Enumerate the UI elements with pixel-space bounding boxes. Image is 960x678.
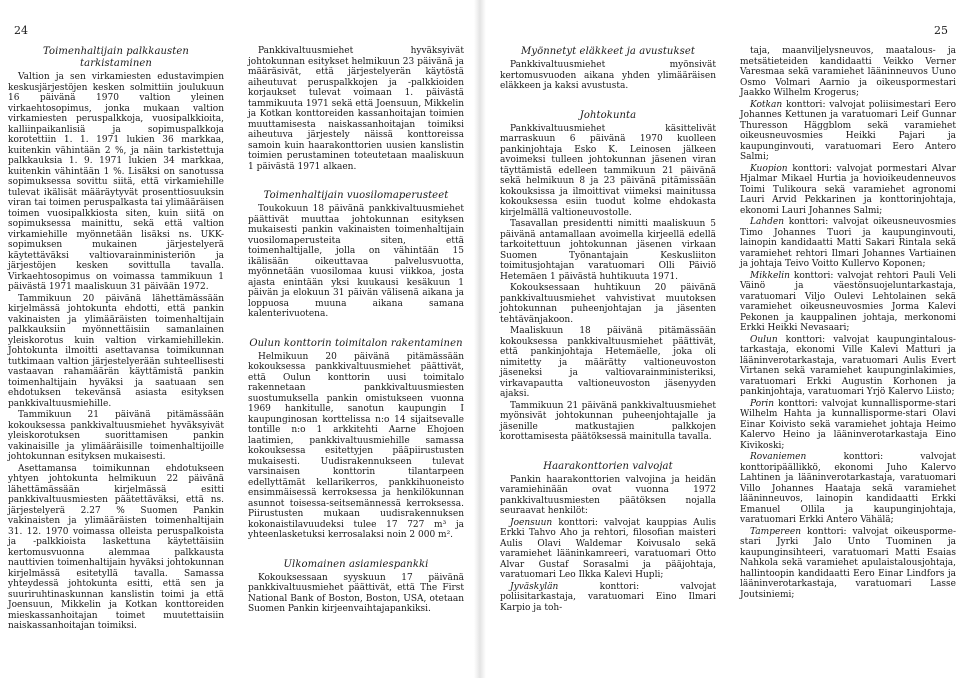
branch-name: Lahden <box>750 217 785 227</box>
body-paragraph <box>740 100 956 163</box>
paragraph-text: konttori: valvojat oikeusporme-stari Jyrki Jalo Unto Tuominen ja kaupunginsihteeri, varatuomari Matti Esaias Nahkola sekä varamiehet apulaistalousjohtaja, hallintoopin kandidaatti Eero Einar Lindfors ja lääninverotarkastaja, varatuomari Lasse Joutsiniemi; <box>740 526 956 600</box>
section-heading: Oulun konttorin toimitalon rakentaminen <box>249 337 463 349</box>
column-2 <box>248 46 464 615</box>
body-paragraph <box>740 452 956 526</box>
body-paragraph: Kokouksessaan huhtikuun 20 päivänä pankkivaltuusmiehet vahvistivat muutoksen johtokunnan puheenjohtajan ja jäsenten tehtävänjakoon. <box>500 283 716 325</box>
paragraph-text: konttori: valvojat kaupungintalous-tarkastaja, ekonomi Ville Kalevi Matturi ja lääninverotarkastaja, varatuomari Aulis Evert Virtanen sekä varamiehet kaupunginlakimies, varatuomari Erkki Augustin Korhonen ja pankinjohtaja, varatuomari Yrjö Kalervo Liisto; <box>740 334 956 397</box>
body-paragraph: Asettamansa toimikunnan ehdotukseen yhtyen johtokunta helmikuun 22 päivänä lähettämässään kirjelmässä esitti pankkivaltuusmiesten päätettäväksi, että ns. järjestelyerä 2.27 % Suomen Pankin vakinaisten ja ylimääräisten toimenhaltijain 31. 12. 1970 voimassa olleista peruspalkoista ja -palkkioista laskettuna käytettäisiin kertomusvuonna alemmaa palkkausta nauttivien toimenhaltijain hyväksi johtokunnan kirjelmässä esitetyllä tavalla. Samassa yhteydessä johtokunta esitti, että sen ja suuriruhtinaskunnan kanslistin toimi ja että Joensuun, Mikkelin ja Kotkan konttoreiden mieskassanhoitajan toimet muutettaisiin naiskassanhoitajan toimiksi. <box>8 463 224 631</box>
body-paragraph: Toukokuun 18 päivänä pankkivaltuusmiehet päättivät muuttaa johtokunnan esityksen mukaisesti pankin vakinaisten toimenhaltijain vuosilomaperusteita siten, että toimenhaltijalle, jolla on vähintään 15 ikälisään oikeuttavaa palvelusvuotta, myönnetään vuosilomaa kuusi viikkoa, josta ajasta enintään yksi kuukausi kesäkuun 1 päivän ja elokuun 31 päivän välisenä aikana ja loppuosa muuna aikana samana kalenterivuotena. <box>248 204 464 319</box>
body-paragraph: Pankkivaltuusmiehet hyväksyivät johtokunnan esitykset helmikuun 23 päivänä ja määräsivät, että järjestelyerän käytöstä aiheutuvat peruspalkkojen ja -palkkioiden korjaukset tulevat voimaan 1. päivästä tammikuuta 1971 sekä että Joensuun, Mikkelin ja Kotkan konttoreiden kassanhoitajan toimien muuttamisesta naiskassanhoitajan toimiksi aiheutuva järjestely näissä konttoreissa samoin kuin haarakonttorien uusien kanslistin toimien perustaminen toteutetaan maaliskuun 1 päivästä 1971 alkaen. <box>248 46 464 172</box>
page-number-right: 25 <box>934 24 948 37</box>
paragraph-text: konttori: valvojat rehtori Pauli Veli Väinö ja väestönsuojeluntarkastaja, varatuomari Viljo Oulevi Lehtolainen sekä varamiehet oikeusneuvosmies Jorma Kalevi Pekonen ja kauppalinen johtaja, merkonomi Erkki Heikki Nevasaari; <box>740 270 956 333</box>
body-paragraph: Pankkivaltuusmiehet myönsivät kertomusvuoden aikana yhden ylimääräisen eläkkeen ja kaksi avustusta. <box>500 60 716 91</box>
body-paragraph <box>500 518 716 581</box>
body-paragraph: Pankkivaltuusmiehet käsittelivät marraskuun 6 päivänä 1970 kuolleen pankinjohtaja Esko K. Leinosen jälkeen avoimeksi tulleen johtokunnan jäsenen viran täyttämistä edelleen tammikuun 21 päivänä sekä helmikuun 8 ja 23 päivänä pitämissään kokouksissa ja ilmoittivat viimeksi mainitussa kokouksessa esiin tuodut kolme ehdokasta kirjelmällä valtioneuvostolle. <box>500 123 716 218</box>
body-paragraph <box>500 582 716 614</box>
body-paragraph <box>740 527 956 601</box>
branch-name: Kotkan <box>750 99 783 110</box>
branch-name: Kuopion <box>750 163 788 174</box>
paragraph-text: konttori: valvojat poliisimestari Eero Johannes Kettunen ja varatuomari Leif Gunnar Thuresson Häggblom sekä varamiehet oikeusneuvosmies Heikki Pajari ja kaupunginvouti, varatuomari Eero Antero Salmi; <box>740 99 956 162</box>
branch-name: Porin <box>750 398 775 409</box>
column-3 <box>500 46 716 613</box>
branch-name: Jyväskylän <box>510 581 559 592</box>
body-paragraph: Helmikuun 20 päivänä pitämässään kokouksessa pankkivaltuusmiehet päättivät, että Oulun konttorin uusi toimitalo rakennetaan pankkivaltuusmiesten suostumuksella pankin omistukseen vuonna 1969 hankitulle, sanotun kaupungin I kaupunginosan korttelissa n:o 14 sijaitsevalle tontille n:o 1 arkkitehti Aarne Ehojoen laatimien, pankkivaltuusmiehille samassa kokouksessa esitettyjen pääpiirustusten mukaisesti. Uudisrakennukseen tulevat varsinaisen konttorin tilantarpeen edellyttämät kellarikerros, pankkihuoneisto ensimmäisessä kerroksessa ja henkilökunnan asunnot toisessa-seitsemännessä kerroksessa. Piirustusten mukaan uudisrakennuksen kokonaistilavuudeksi tulee 17 727 m³ ja yhteenlasketuksi kerrosalaksi noin 2 000 m². <box>248 351 464 540</box>
section-heading: Johtokunta <box>579 109 637 121</box>
body-paragraph: Kokouksessaan syyskuun 17 päivänä pankkivaltuusmiehet päättivät, että The First National Bank of Boston, Boston, USA, otetaan Suomen Pankin kirjeenvaihtajapankiksi. <box>248 572 464 614</box>
body-paragraph: Maaliskuun 18 päivänä pitämässään kokouksessa pankkivaltuusmiehet päättivät, että pankinjohtaja Hetemäelle, joka oli nimitetty ja määrätty valtioneuvoston jäseneksi ja valtiovarainministeriksi, virkavapautta valtioneuvoston jäsenyyden ajaksi. <box>500 326 716 399</box>
body-paragraph: taja, maanviljelysneuvos, maatalous- ja metsätieteiden kandidaatti Veikko Verner Varesmaa sekä varamiehet lääninneuvos Uuno Osmo Volmari Aarnio ja oikeuspormestari Jaakko Wilhelm Krogerus; <box>740 46 956 98</box>
branch-name: Oulun <box>750 334 778 345</box>
paragraph-text: konttori: valvojat pormestari Alvar Hjalmar Mikael Hurtia ja hovioikeudenneuvos Toimi Tulikoura sekä varamiehet agronomi Lauri Arvid Pekkarinen ja konttorinjohtaja, ekonomi Lauri Johannes Salmi; <box>740 163 956 216</box>
column-1 <box>8 46 224 632</box>
body-paragraph: Tammikuun 21 päivänä pitämässään kokouksessa pankkivaltuusmiehet hyväksyivät yleiskorotuksen suorittamisen pankin vakinaisille ja ylimääräisille toimenhaltijoille johtokunnan esityksen mukaisesti. <box>8 410 224 462</box>
branch-name: Rovaniemen <box>750 452 807 462</box>
section-heading: Myönnetyt eläkkeet ja avustukset <box>520 46 695 57</box>
section-heading: Toimenhaltijain vuosilomaperusteet <box>263 190 449 201</box>
paragraph-text: konttori: valvojat kunnallisporme-stari Wilhelm Hahta ja kunnallisporme-stari Olavi Einar Koivisto sekä varamiehet johtaja Heimo Kalervo Heino ja lääninverotarkastaja Eino Kivikoski; <box>740 398 956 451</box>
right-page <box>480 0 960 678</box>
branch-name: Joensuun <box>510 517 553 528</box>
section-heading: Haarakonttorien valvojat <box>543 460 673 472</box>
branch-name: Tampereen <box>750 526 802 537</box>
body-paragraph <box>740 164 956 217</box>
body-paragraph: Tasavallan presidentti nimitti maaliskuun 5 päivänä antamallaan avoimella kirjeellä edellä tarkoitettuun johtokunnan jäsenen virkaan Suomen Työnantajain Keskusliiton toimitusjohtajan varatuomari Olli Päiviö Hetemäen 1 päivästä huhtikuuta 1971. <box>500 219 716 282</box>
body-paragraph: Valtion ja sen virkamiesten edustavimpien keskusjärjestöjen kesken solmittiin joulukuun 16 päivänä 1970 valtion yleinen virkaehtosopimus, jonka mukaan valtion virkamiesten peruspalkkoja, vuosipalkkioita, kalliinpaikanlisiä ja sopimuspalkkoja korotettiin 1. 1. 1971 lukien 36 markkaa, kuitenkin vähintään 2 %, ja näin tarkistettuja palkkauksia 1. 9. 1971 lukien 34 markkaa, kuitenkin vähintään 1 %. Lisäksi on sanotussa sopimuksessa sovittu siitä, että virkamiehille tulevat ikälisät määräytyvät prosenttiosuuksin viran tai toimen peruspalkasta tai ylimääräisen toimen vuosipalkkiosta siten, kuin siitä on sopimuksessa mainittu, sekä että valtion virkamiehille myönnetään lisäksi ns. UKK-sopimuksen mukainen järjestelyerä käytettäväksi valtiovarainministeriön ja järjestöjen kesken sovittulla tavalla. Virkaehtosopimus on voimassa tammikuun 1 päivästä 1971 maaliskuun 31 päivään 1972. <box>8 72 224 292</box>
body-paragraph: Pankin haarakonttorien valvojina ja heidän varamiehinään ovat vuonna 1972 pankkivaltuusmiesten päätöksen nojalla seuraavat henkilöt: <box>500 474 716 516</box>
body-paragraph <box>740 335 956 398</box>
column-4 <box>740 46 956 600</box>
body-paragraph <box>740 271 956 334</box>
body-paragraph <box>740 399 956 452</box>
paragraph-text: konttori: valvojat oikeusneuvosmies Timo Johannes Tuori ja kaupunginvouti, lainopin kandidaatti Matti Sakari Rintala sekä varamiehet rehtori Ilmari Johannes Vartiainen ja johtaja Teivo Voitto Kullervo Koponen; <box>740 217 956 269</box>
paragraph-text: konttori: valvojat konttoripäällikkö, ekonomi Juho Kalervo Lahtinen ja lääninverotarkastaja, varatuomari Villo Johannes Haataja sekä varamiehet lääninneuvos, lainopin kandidaatti Erkki Emanuel Ollila ja kaupunginjohtaja, varatuomari Erkki Antero Vähälä; <box>740 452 956 525</box>
body-paragraph: Tammikuun 21 päivänä pankkivaltuusmiehet myönsivät johtokunnan puheenjohtajalle ja jäsenille matkustajien palkkojen korottamisesta päätöksessä mainitulla tavalla. <box>500 400 716 442</box>
section-heading: Toimenhaltijain palkkausten tarkistaminen <box>43 46 189 69</box>
body-paragraph <box>740 217 956 270</box>
page-number-left: 24 <box>14 24 28 37</box>
paragraph-text: konttori: valvojat poliisitarkastaja, varatuomari Eino Ilmari Karpio ja toh- <box>500 581 716 613</box>
paragraph-text: konttori: valvojat kauppias Aulis Erkki Tahvo Aho ja rehtori, filosofian maisteri Aulis Olavi Waldemar Koivusalo sekä varamiehet lääninkamreeri, varatuomari Otto Alvar Gustaf Sorasalmi ja pääjohtaja, varatuomari Leo Ilkka Kalevi Hupli; <box>500 517 716 580</box>
body-paragraph: Tammikuun 20 päivänä lähettämässään kirjelmässä johtokunta ehdotti, että pankin vakinaisten ja ylimääräisten toimenhaltijain palkkauksiin myönnettäisiin samanlainen yleiskorotus kuin valtion virkamiehillekin. Johtokunta ilmoitti asettavansa toimikunnan tutkimaan valtion järjestelyerään suhteellisesti vastaavan rahamäärän käyttämistä pankin toimenhaltijain hyväksi ja saatuaan sen ehdotuksen tekevänsä asiasta esityksen pankkivaltuusmiehille. <box>8 293 224 409</box>
branch-name: Mikkelin <box>750 270 790 281</box>
section-heading: Ulkomainen asiamiespankki <box>283 558 429 570</box>
